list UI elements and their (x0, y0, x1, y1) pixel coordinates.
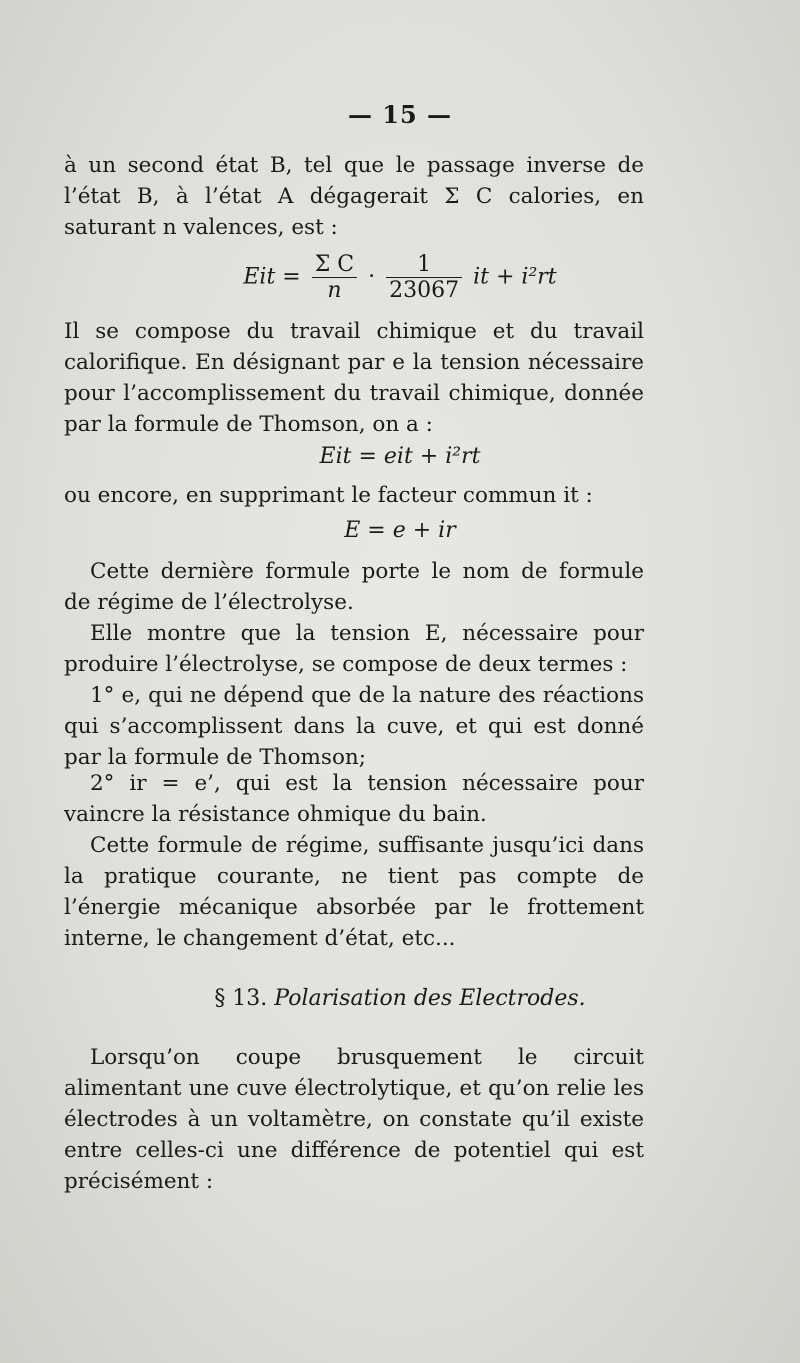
paragraph-term-one: 1° e, qui ne dépend que de la nature des réactions qui s’accomplissent dans la cuve, et qui est donné par la formule de Thomson; (64, 683, 644, 770)
section-number: § 13. (214, 986, 268, 1011)
page-number: — 15 — (347, 100, 453, 129)
fraction-denominator: n (327, 278, 342, 303)
section-title: Polarisation des Electrodes. (274, 986, 586, 1011)
paragraph-regime-name: Cette dernière formule porte le nom de formule de régime de l’électrolyse. (64, 559, 644, 615)
fraction-numerator: Σ C (312, 252, 357, 278)
paragraph-work: Il se compose du travail chimique et du travail calorifique. En désignant par e la tension nécessaire pour l’accomplissement du travail chimique, donnée par la formule de Thomson, on a : (64, 319, 644, 437)
paragraph-term-two: 2° ir = e’, qui est la tension nécessaire pour vaincre la résistance ohmique du bain. (64, 771, 644, 827)
formula-energy (0, 252, 800, 303)
fraction-sigma-c-over-n (312, 252, 357, 303)
paragraph-polarisation: Lorsqu’on coupe brusquement le circuit alimentant une cuve électrolytique, et qu’on relie les électrodes à un voltamètre, on constate qu’il existe entre celles-ci une différence de potentiel qui est précisément : (64, 1045, 644, 1194)
formula-rhs: it + i²rt (473, 264, 557, 290)
formula-eit: Eit = eit + i²rt (319, 444, 481, 469)
paragraph-two-terms: Elle montre que la tension E, nécessaire pour produire l’électrolyse, se compose de deux termes : (64, 621, 644, 677)
formula-regime: E = e + ir (344, 518, 456, 543)
paragraph-suppress: ou encore, en supprimant le facteur commun it : (64, 483, 593, 508)
fraction-numerator: 1 (386, 252, 462, 278)
formula-lhs: Eit = (243, 264, 301, 290)
fraction-denominator: 23067 (389, 278, 460, 303)
section-heading (0, 986, 800, 1011)
paragraph-limitations: Cette formule de régime, suffisante jusqu’ici dans la pratique courante, ne tient pas compte de l’énergie mécanique absorbée par le frottement interne, le changement d’état, etc... (64, 833, 644, 951)
fraction-one-over-constant (386, 252, 462, 303)
paragraph-intro: à un second état B, tel que le passage inverse de l’état B, à l’état A dégagerait Σ C calories, en saturant n valences, est : (64, 153, 644, 240)
multiply-dot: · (368, 264, 376, 290)
